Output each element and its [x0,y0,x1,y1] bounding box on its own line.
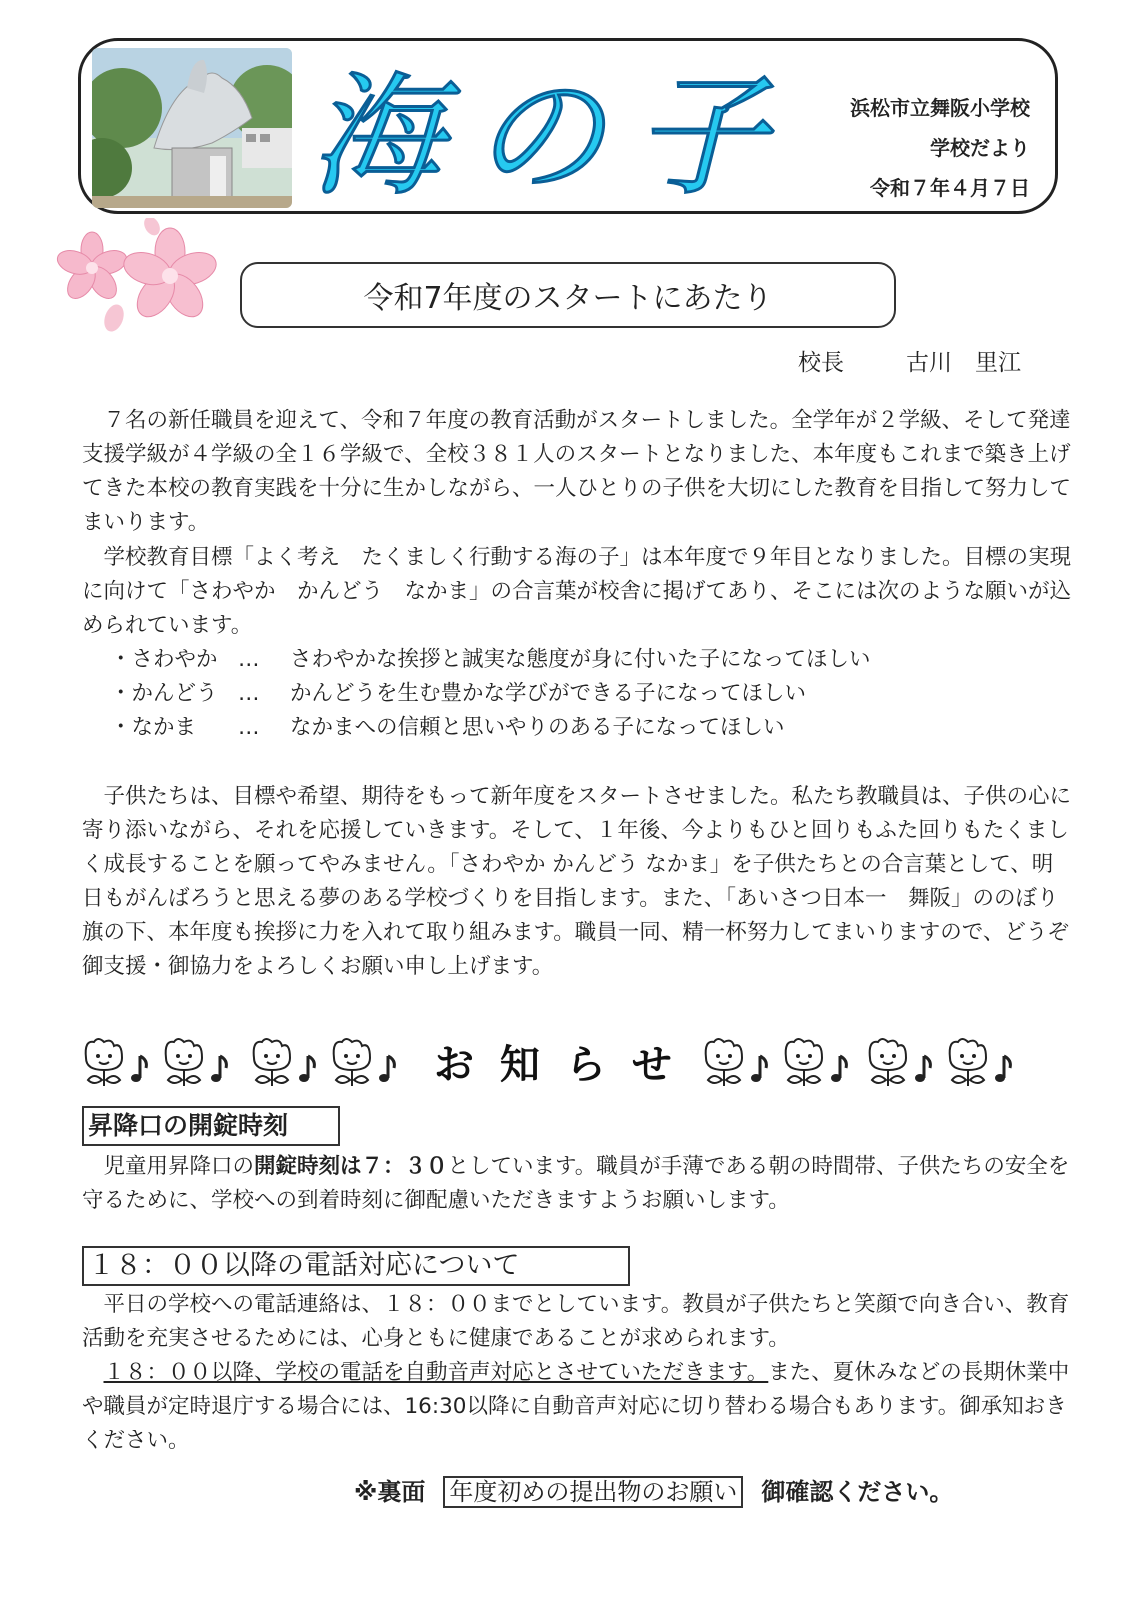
music-note-icon [995,1056,1010,1082]
footer-suffix: 御確認ください。 [761,1478,954,1506]
tulip-icon [334,1039,370,1086]
tulip-icon [166,1039,202,1086]
list-item: ・なかま … なかまへの信頼と思いやりのある子になってほしい [110,715,785,740]
author-name: 古川 里江 [906,350,1021,376]
sakura-blossom-icon [52,218,222,348]
tulip-icon [706,1039,742,1086]
list-item: ・かんどう … かんどうを生む豊かな学びができる子になってほしい [110,681,807,706]
notices-banner [82,1034,1062,1090]
section-heading-phone: １８：００以降の電話対応について [82,1246,630,1286]
notices-banner-label: お 知 ら せ [434,1042,678,1088]
music-note-icon [299,1056,314,1082]
footer-prefix: ※裏面 [354,1478,426,1506]
tulip-icon [870,1039,906,1086]
list-item: ・さわやか … さわやかな挨拶と誠実な態度が身に付いた子になってほしい [110,647,871,672]
section-phone-text: 平日の学校への電話連絡は、１８：００までとしています。教員が子供たちと笑顔で向き合い、教育活動を充実させるためには、心身ともに健康であることが求められます。 １８：００以降、学校の電話を自動音声対応とさせていただきます。また、夏休みなどの長期休業中や職員が定時退庁する場合には、16:30以降に自動音声対応に切り替わる場合もあります。御承知おきください。 [82,1292,1070,1453]
music-note-icon [211,1056,226,1082]
footer-note [354,1472,953,1507]
masthead-text: 海の子 [310,60,780,212]
issue-date: 令和７年４月７日 [870,176,1030,200]
music-note-icon [751,1056,766,1082]
music-note-icon [915,1056,930,1082]
school-name: 浜松市立舞阪小学校 [850,96,1030,120]
music-note-icon [379,1056,394,1082]
section-heading-entrance: 昇降口の開錠時刻 [82,1106,340,1146]
music-note-icon [831,1056,846,1082]
footer-boxed-label: 年度初めの提出物のお願い [443,1476,743,1508]
tulip-icon [786,1039,822,1086]
author-role: 校長 [798,350,844,376]
article-paragraph-3-text: 子供たちは、目標や希望、期待をもって新年度をスタートさせました。私たち教職員は、子供の心に寄り添いながら、それを応援していきます。そして、１年後、今よりもひと回りもふた回りもたくましく成長することを願ってやみません。「さわやか かんどう なかま」を子供たちとの合言葉として、明日もがんばろうと思える夢のある学校づくりを目指します。また、「あいさつ日本一 舞阪」ののぼり旗の下、本年度も挨拶に力を入れて取り組みます。職員一同、精一杯努力してまいりますので、どうぞ御支援・御協力をよろしくお願い申し上げます。 [82,784,1072,979]
article-paragraph-2: 学校教育目標「よく考え たくましく行動する海の子」は本年度で９年目となりました。目標の実現に向けて「さわやか かんどう なかま」の合言葉が校舎に掲げてあり、そこには次のような願いが込められています。 [82,545,1072,638]
music-note-icon [131,1056,146,1082]
tulip-icon [86,1039,122,1086]
school-statue-photo [92,48,292,208]
article-paragraph-1: ７名の新任職員を迎えて、令和７年度の教育活動がスタートしました。全学年が２学級、そして発達支援学級が４学級の全１６学級で、全校３８１人のスタートとなりました、本年度もこれまで築き上げてきた本校の教育実践を十分に生かしながら、一人ひとりの子供を大切にした教育を目指して努力してまいります。 [82,408,1072,535]
section-entrance-text: 児童用昇降口の開錠時刻は７：３０としています。職員が手薄である朝の時間帯、子供たちの安全を守るために、学校への到着時刻に御配慮いただきますようお願いします。 [82,1154,1070,1213]
newsletter-kind: 学校だより [930,136,1030,160]
masthead-title [310,42,780,212]
tulip-icon [950,1039,986,1086]
tulip-icon [254,1039,290,1086]
article-title: 令和7年度のスタートにあたり [240,262,896,328]
